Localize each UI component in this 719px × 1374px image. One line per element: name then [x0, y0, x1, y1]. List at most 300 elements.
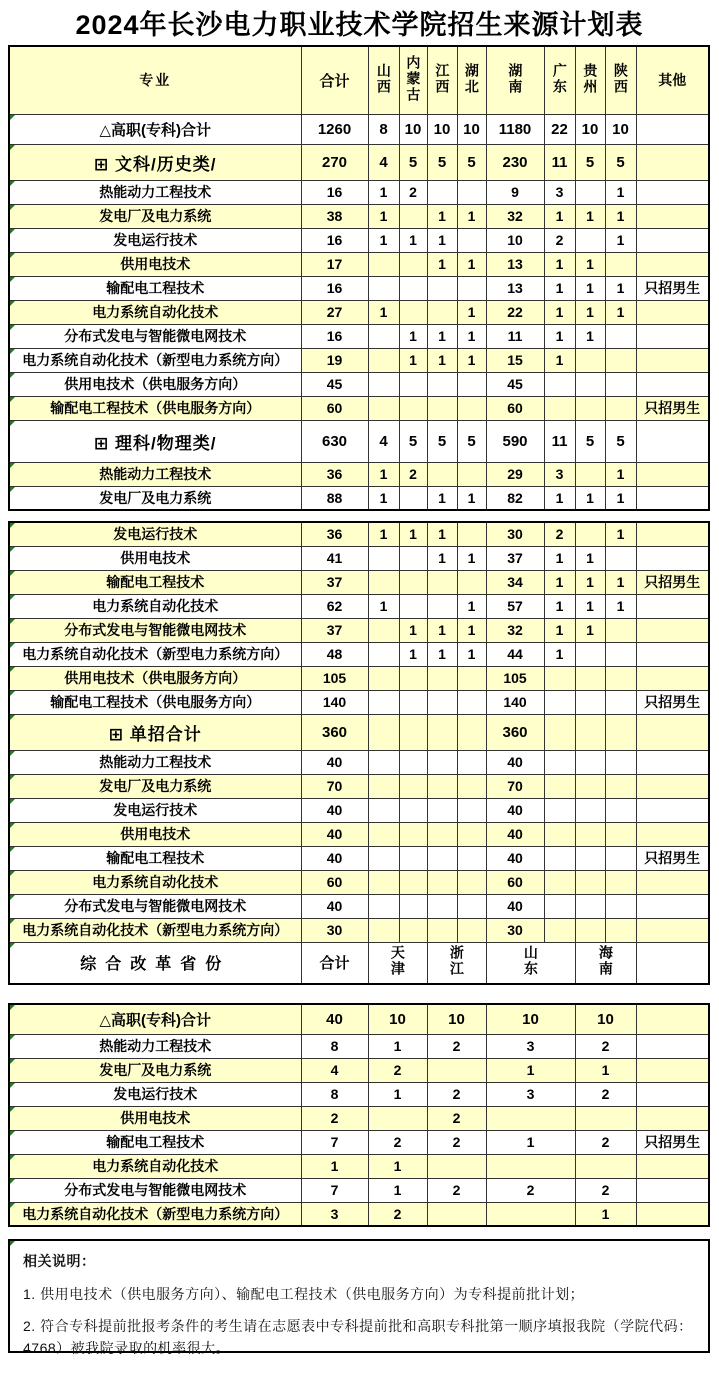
other-note-cell	[636, 546, 709, 570]
value-cell: 10	[575, 114, 605, 144]
major-cell: 发电运行技术	[9, 522, 301, 546]
value-cell	[427, 774, 457, 798]
value-cell: 22	[486, 300, 544, 324]
value-cell: 1	[544, 546, 575, 570]
other-note-cell	[636, 594, 709, 618]
header-province-jiangxi	[427, 46, 457, 114]
table2-body	[9, 522, 709, 942]
other-note-cell: 只招男生	[636, 1130, 709, 1154]
value-cell	[457, 750, 486, 774]
total-cell: 630	[301, 420, 368, 462]
table-row	[9, 546, 709, 570]
major-cell: △高职(专科)合计	[9, 1004, 301, 1034]
other-note-cell	[636, 372, 709, 396]
value-cell	[368, 324, 399, 348]
table-row	[9, 1082, 709, 1106]
total-cell: 3	[301, 1202, 368, 1226]
value-cell: 2	[427, 1082, 486, 1106]
major-cell: 输配电工程技术	[9, 1130, 301, 1154]
value-cell: 3	[486, 1034, 575, 1058]
value-cell	[399, 546, 427, 570]
other-note-cell	[636, 228, 709, 252]
value-cell	[427, 870, 457, 894]
value-cell	[605, 666, 636, 690]
value-cell: 5	[605, 144, 636, 180]
major-cell: 电力系统自动化技术	[9, 870, 301, 894]
value-cell	[399, 252, 427, 276]
table-row	[9, 894, 709, 918]
major-cell: ⊞ 文科/历史类/	[9, 144, 301, 180]
table-row	[9, 324, 709, 348]
value-cell: 82	[486, 486, 544, 510]
value-cell	[368, 750, 399, 774]
value-cell	[399, 486, 427, 510]
value-cell	[427, 846, 457, 870]
value-cell	[457, 570, 486, 594]
total-cell: 140	[301, 690, 368, 714]
other-note-cell	[636, 714, 709, 750]
other-note-cell	[636, 1202, 709, 1226]
reform-header-other	[636, 942, 709, 984]
value-cell	[427, 822, 457, 846]
major-cell: 供用电技术	[9, 252, 301, 276]
table-row	[9, 1178, 709, 1202]
value-cell	[368, 348, 399, 372]
province-label: 广东	[551, 62, 568, 95]
total-cell: 1260	[301, 114, 368, 144]
header-province-hainan	[575, 942, 636, 984]
major-cell: 电力系统自动化技术	[9, 594, 301, 618]
value-cell	[368, 846, 399, 870]
value-cell	[427, 180, 457, 204]
value-cell: 2	[399, 180, 427, 204]
value-cell: 44	[486, 642, 544, 666]
value-cell	[544, 396, 575, 420]
province-label: 湖北	[463, 62, 480, 95]
value-cell: 1	[368, 486, 399, 510]
total-cell: 37	[301, 570, 368, 594]
total-cell: 40	[301, 822, 368, 846]
total-cell: 19	[301, 348, 368, 372]
value-cell: 1	[427, 204, 457, 228]
total-cell: 88	[301, 486, 368, 510]
value-cell	[575, 918, 605, 942]
value-cell	[427, 372, 457, 396]
value-cell	[605, 894, 636, 918]
table-row	[9, 594, 709, 618]
major-cell: 分布式发电与智能微电网技术	[9, 1178, 301, 1202]
value-cell: 1	[575, 546, 605, 570]
other-note-cell: 只招男生	[636, 846, 709, 870]
major-cell: 输配电工程技术	[9, 276, 301, 300]
value-cell: 2	[575, 1034, 636, 1058]
value-cell: 10	[457, 114, 486, 144]
value-cell	[368, 372, 399, 396]
other-note-cell	[636, 144, 709, 180]
notes-heading: 相关说明：	[23, 1253, 96, 1269]
value-cell: 22	[544, 114, 575, 144]
value-cell	[427, 396, 457, 420]
table-row	[9, 1058, 709, 1082]
value-cell: 1	[544, 300, 575, 324]
major-cell: 供用电技术	[9, 546, 301, 570]
value-cell: 9	[486, 180, 544, 204]
value-cell	[427, 570, 457, 594]
table-row	[9, 204, 709, 228]
value-cell	[575, 822, 605, 846]
value-cell	[575, 870, 605, 894]
value-cell	[575, 714, 605, 750]
value-cell	[605, 372, 636, 396]
value-cell	[457, 462, 486, 486]
value-cell: 1	[605, 594, 636, 618]
value-cell: 2	[486, 1178, 575, 1202]
value-cell: 1	[399, 324, 427, 348]
value-cell: 1	[605, 204, 636, 228]
other-note-cell: 只招男生	[636, 690, 709, 714]
value-cell: 40	[486, 798, 544, 822]
value-cell	[427, 750, 457, 774]
value-cell: 1	[544, 348, 575, 372]
value-cell: 140	[486, 690, 544, 714]
other-note-cell	[636, 822, 709, 846]
value-cell: 3	[544, 180, 575, 204]
value-cell: 1	[575, 204, 605, 228]
value-cell: 1	[544, 594, 575, 618]
major-cell: 电力系统自动化技术（新型电力系统方向）	[9, 1202, 301, 1226]
total-cell: 36	[301, 522, 368, 546]
value-cell	[399, 750, 427, 774]
value-cell	[605, 798, 636, 822]
value-cell: 1	[368, 204, 399, 228]
value-cell: 34	[486, 570, 544, 594]
table-row	[9, 300, 709, 324]
value-cell	[575, 348, 605, 372]
value-cell	[427, 918, 457, 942]
value-cell: 1	[605, 276, 636, 300]
table1-body	[9, 114, 709, 510]
value-cell	[368, 774, 399, 798]
value-cell: 1	[575, 570, 605, 594]
value-cell	[486, 1106, 575, 1130]
table-row	[9, 690, 709, 714]
value-cell: 1	[368, 594, 399, 618]
major-cell: ⊞ 理科/物理类/	[9, 420, 301, 462]
total-cell: 48	[301, 642, 368, 666]
value-cell	[399, 918, 427, 942]
value-cell: 10	[427, 114, 457, 144]
value-cell: 1	[605, 300, 636, 324]
value-cell: 2	[427, 1106, 486, 1130]
total-cell: 16	[301, 276, 368, 300]
value-cell: 1	[575, 618, 605, 642]
total-cell: 62	[301, 594, 368, 618]
other-note-cell	[636, 774, 709, 798]
table-row	[9, 870, 709, 894]
value-cell	[575, 522, 605, 546]
major-cell: 发电厂及电力系统	[9, 486, 301, 510]
value-cell	[575, 666, 605, 690]
value-cell	[605, 918, 636, 942]
value-cell: 2	[544, 522, 575, 546]
reform-header-total: 合计	[301, 942, 368, 984]
value-cell: 1	[457, 300, 486, 324]
value-cell: 40	[486, 894, 544, 918]
value-cell: 1	[368, 180, 399, 204]
major-cell: △高职(专科)合计	[9, 114, 301, 144]
header-other: 其他	[636, 46, 709, 114]
value-cell: 1	[427, 348, 457, 372]
value-cell: 1	[457, 348, 486, 372]
major-cell: 热能动力工程技术	[9, 180, 301, 204]
value-cell	[575, 798, 605, 822]
other-note-cell	[636, 1058, 709, 1082]
value-cell	[427, 894, 457, 918]
table-row	[9, 918, 709, 942]
table-row	[9, 618, 709, 642]
other-note-cell	[636, 462, 709, 486]
value-cell	[544, 846, 575, 870]
value-cell: 1	[605, 522, 636, 546]
value-cell	[457, 846, 486, 870]
header-major: 专业	[9, 46, 301, 114]
total-cell: 36	[301, 462, 368, 486]
table-row	[9, 1130, 709, 1154]
table-row	[9, 1154, 709, 1178]
value-cell	[427, 276, 457, 300]
value-cell: 8	[368, 114, 399, 144]
value-cell: 1	[427, 618, 457, 642]
value-cell	[427, 798, 457, 822]
value-cell	[544, 666, 575, 690]
value-cell	[368, 690, 399, 714]
value-cell	[544, 798, 575, 822]
other-note-cell	[636, 918, 709, 942]
value-cell: 1	[427, 642, 457, 666]
other-note-cell	[636, 642, 709, 666]
value-cell: 1	[368, 1082, 427, 1106]
value-cell	[427, 666, 457, 690]
value-cell	[457, 870, 486, 894]
major-cell: 输配电工程技术	[9, 846, 301, 870]
value-cell: 1	[486, 1058, 575, 1082]
value-cell	[544, 918, 575, 942]
major-cell: 热能动力工程技术	[9, 1034, 301, 1058]
value-cell: 1	[575, 486, 605, 510]
main-plan-table	[8, 45, 710, 511]
value-cell	[605, 618, 636, 642]
province-label: 内蒙古	[405, 54, 422, 103]
header-province-guangdong	[544, 46, 575, 114]
value-cell: 11	[544, 420, 575, 462]
major-cell: 电力系统自动化技术（新型电力系统方向）	[9, 348, 301, 372]
total-cell: 2	[301, 1106, 368, 1130]
value-cell: 15	[486, 348, 544, 372]
value-cell: 45	[486, 372, 544, 396]
value-cell: 1	[368, 1034, 427, 1058]
value-cell: 1	[544, 570, 575, 594]
major-cell: 发电厂及电力系统	[9, 204, 301, 228]
value-cell: 40	[486, 750, 544, 774]
value-cell: 40	[486, 822, 544, 846]
value-cell: 1	[575, 1058, 636, 1082]
value-cell	[575, 642, 605, 666]
value-cell: 1	[427, 522, 457, 546]
value-cell	[368, 276, 399, 300]
value-cell	[605, 714, 636, 750]
other-note-cell	[636, 870, 709, 894]
value-cell: 2	[575, 1130, 636, 1154]
value-cell	[368, 618, 399, 642]
value-cell: 1	[368, 300, 399, 324]
major-cell: 发电厂及电力系统	[9, 1058, 301, 1082]
value-cell	[399, 714, 427, 750]
table3-body	[9, 1004, 709, 1226]
value-cell	[457, 228, 486, 252]
other-note-cell	[636, 894, 709, 918]
value-cell: 1	[457, 618, 486, 642]
value-cell: 10	[575, 1004, 636, 1034]
table-row	[9, 522, 709, 546]
table-row	[9, 822, 709, 846]
value-cell	[544, 714, 575, 750]
table-row	[9, 420, 709, 462]
continued-plan-table	[8, 521, 710, 985]
header-province-neimenggu	[399, 46, 427, 114]
total-cell: 4	[301, 1058, 368, 1082]
total-cell: 40	[301, 846, 368, 870]
value-cell: 1	[575, 276, 605, 300]
total-cell: 38	[301, 204, 368, 228]
header-province-shanxi	[368, 46, 399, 114]
value-cell: 57	[486, 594, 544, 618]
value-cell	[605, 396, 636, 420]
notes-box	[8, 1239, 710, 1357]
value-cell: 10	[605, 114, 636, 144]
reform-header-body	[9, 942, 709, 984]
value-cell	[575, 774, 605, 798]
other-note-cell	[636, 180, 709, 204]
total-cell: 27	[301, 300, 368, 324]
other-note-cell	[636, 252, 709, 276]
value-cell	[605, 642, 636, 666]
table-row	[9, 228, 709, 252]
table-row	[9, 348, 709, 372]
value-cell	[544, 372, 575, 396]
value-cell	[368, 666, 399, 690]
value-cell	[399, 276, 427, 300]
total-cell: 7	[301, 1130, 368, 1154]
other-note-cell	[636, 1106, 709, 1130]
value-cell: 1	[399, 522, 427, 546]
major-cell: 电力系统自动化技术	[9, 300, 301, 324]
total-cell: 360	[301, 714, 368, 750]
table-row	[9, 144, 709, 180]
header-province-tianjin	[368, 942, 427, 984]
value-cell: 1	[544, 276, 575, 300]
major-cell: 供用电技术	[9, 822, 301, 846]
value-cell	[575, 750, 605, 774]
value-cell: 60	[486, 870, 544, 894]
value-cell	[399, 798, 427, 822]
value-cell	[399, 846, 427, 870]
value-cell: 5	[457, 144, 486, 180]
value-cell: 590	[486, 420, 544, 462]
total-cell: 30	[301, 918, 368, 942]
value-cell	[544, 690, 575, 714]
value-cell: 1	[575, 252, 605, 276]
reform-header-row	[9, 942, 709, 984]
total-cell: 70	[301, 774, 368, 798]
total-cell: 8	[301, 1082, 368, 1106]
province-label: 山西	[375, 62, 392, 95]
value-cell	[605, 822, 636, 846]
other-note-cell	[636, 666, 709, 690]
value-cell: 1	[399, 642, 427, 666]
value-cell: 1	[399, 228, 427, 252]
value-cell: 1	[605, 570, 636, 594]
value-cell	[575, 1106, 636, 1130]
value-cell: 1	[544, 204, 575, 228]
value-cell: 1	[575, 324, 605, 348]
header-total: 合计	[301, 46, 368, 114]
value-cell: 1	[544, 642, 575, 666]
value-cell: 10	[368, 1004, 427, 1034]
other-note-cell	[636, 798, 709, 822]
value-cell: 11	[486, 324, 544, 348]
header-province-zhejiang	[427, 942, 486, 984]
value-cell: 1	[368, 1178, 427, 1202]
value-cell: 1	[427, 228, 457, 252]
total-cell: 16	[301, 228, 368, 252]
major-cell: 热能动力工程技术	[9, 462, 301, 486]
value-cell	[605, 324, 636, 348]
value-cell: 1	[575, 300, 605, 324]
value-cell	[368, 642, 399, 666]
value-cell	[486, 1202, 575, 1226]
value-cell	[457, 894, 486, 918]
value-cell: 1	[544, 252, 575, 276]
value-cell: 37	[486, 546, 544, 570]
other-note-cell	[636, 618, 709, 642]
total-cell: 45	[301, 372, 368, 396]
value-cell	[368, 396, 399, 420]
value-cell	[575, 690, 605, 714]
major-cell: 热能动力工程技术	[9, 750, 301, 774]
table-row	[9, 1034, 709, 1058]
value-cell	[575, 180, 605, 204]
table-row	[9, 570, 709, 594]
value-cell: 1	[457, 486, 486, 510]
other-note-cell	[636, 114, 709, 144]
value-cell	[399, 894, 427, 918]
total-cell: 37	[301, 618, 368, 642]
major-cell: 供用电技术（供电服务方向）	[9, 666, 301, 690]
value-cell	[399, 300, 427, 324]
value-cell: 10	[427, 1004, 486, 1034]
value-cell: 1	[399, 348, 427, 372]
reform-header-label: 综合改革省份	[9, 942, 301, 984]
total-cell: 40	[301, 750, 368, 774]
value-cell	[544, 750, 575, 774]
value-cell: 13	[486, 276, 544, 300]
total-cell: 60	[301, 396, 368, 420]
header-province-shandong	[486, 942, 575, 984]
other-note-cell: 只招男生	[636, 396, 709, 420]
value-cell	[457, 522, 486, 546]
major-cell: 分布式发电与智能微电网技术	[9, 324, 301, 348]
value-cell: 1	[544, 618, 575, 642]
